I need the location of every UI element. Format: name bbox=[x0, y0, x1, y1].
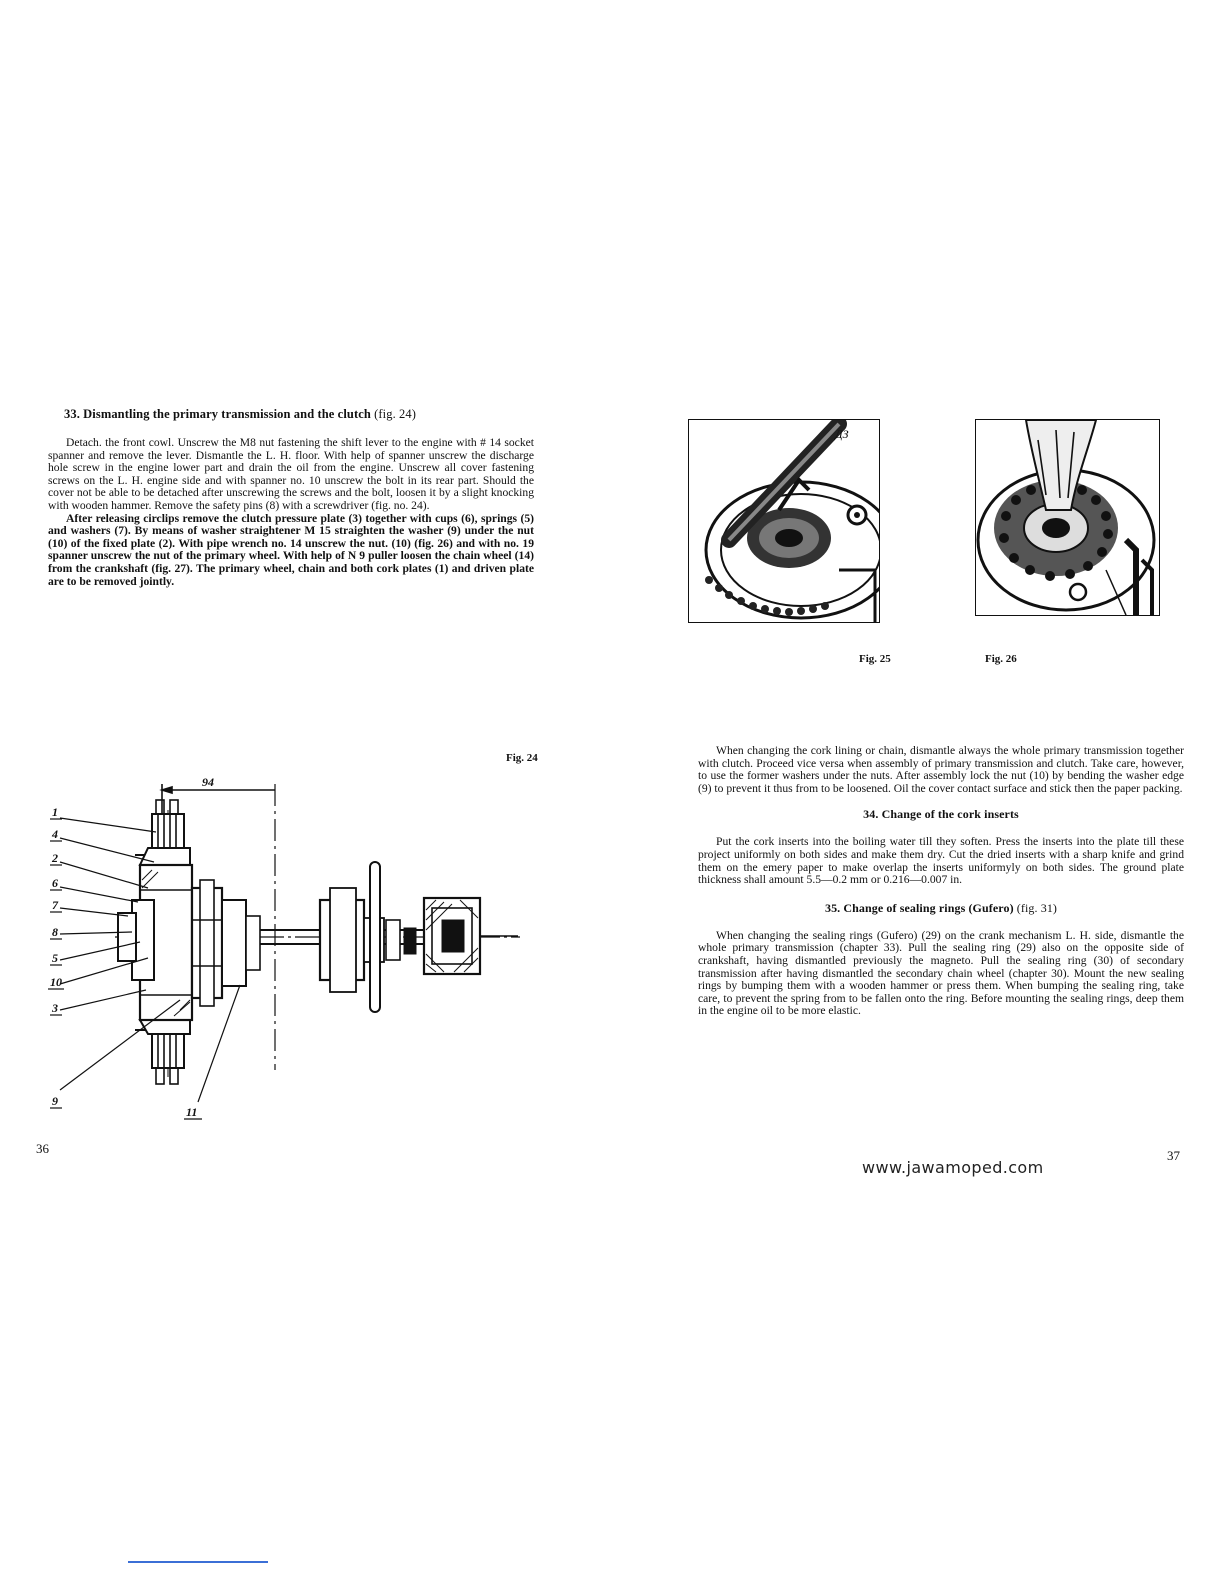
callout-6: 6 bbox=[52, 876, 58, 890]
figure-24-label: Fig. 24 bbox=[506, 752, 538, 764]
section-34-paragraph: Put the cork inserts into the boiling water till they soften. Press the inserts into the plate till these project uniformly on both sides and make them dry. Cut the dried inserts with a sharp knife and grind them on the emery paper to make overlap the inserts uniformyly on both sides. The ground plate thickness shall amount 5.5—0.2 mm or 0.216—0.007 in. bbox=[698, 835, 1184, 887]
photo-1-mark: ДЗ bbox=[835, 427, 849, 441]
section-33-paragraph-2: After releasing circlips remove the clutch pressure plate (3) together with cups (6), springs (5) and washers (7). By means of washer straightener M 15 straighten the washer (9) under the nut (10) of the fixed plate (2). With pipe wrench no. 14 unscrew the nut. (10) (fig. 26) and with no. 19 spanner unscrew the nut of the primary wheel. With help of N 9 puller loosen the chain wheel (14) from the crankshaft (fig. 27). The primary wheel, chain and both cork plates (1) and driven plate are to be removed jointly. bbox=[48, 511, 534, 588]
callout-1: 1 bbox=[52, 805, 58, 819]
dimension-value: 94 bbox=[202, 775, 214, 789]
clutch-hand-photo-icon bbox=[976, 420, 1159, 615]
clutch-plates-top bbox=[152, 814, 184, 848]
figure-26-photo bbox=[975, 419, 1160, 616]
figure-25-photo bbox=[688, 419, 880, 623]
section-35-title: 35. Change of sealing rings (Gufero) bbox=[824, 900, 1014, 915]
footer-url[interactable]: www.jawamoped.com bbox=[862, 1158, 1044, 1177]
figure-24-diagram bbox=[40, 770, 540, 1140]
connecting-rod bbox=[370, 862, 380, 1012]
clutch-nut bbox=[118, 913, 136, 961]
figure-25-label: Fig. 25 bbox=[859, 653, 891, 665]
callout-7: 7 bbox=[52, 898, 58, 912]
section-34-heading: 34. Change of the cork inserts bbox=[863, 807, 1019, 822]
section-35-ref: (fig. 31) bbox=[1016, 900, 1058, 915]
section-33-heading bbox=[64, 407, 416, 422]
page-number-right: 37 bbox=[1167, 1148, 1180, 1163]
callout-5: 5 bbox=[52, 951, 58, 965]
callout-10: 10 bbox=[50, 975, 62, 989]
section-33-body bbox=[48, 437, 534, 588]
right-page-body bbox=[698, 745, 1184, 1018]
callout-4: 4 bbox=[52, 827, 58, 841]
bottom-rule bbox=[128, 1561, 268, 1563]
section-33-paragraph-1: Detach. the front cowl. Unscrew the M8 nut fastening the shift lever to the engine with # 14 socket spanner and remove the lever. Dismantle the L. H. floor. With help of spanner unscrew the discharge hole screw in the engine lower part and drain the oil from the engine. Unscrew all cover fastening screws on the L. H. engine side and with spanner no. 10 unscrew the bolt in its rear part. Should the cover not be able to be detached after unscrewing the screws and the bolt, loosen it by a slight knocking with wooden hammer. Remove the safety pins (8) with a screwdriver (fig. no. 24). bbox=[48, 436, 534, 512]
dimension-arrow bbox=[162, 787, 172, 793]
section-33-title: 33. Dismantling the primary transmission and the clutch bbox=[64, 407, 371, 421]
callout-8: 8 bbox=[52, 925, 58, 939]
primary-wheel bbox=[222, 900, 246, 986]
callout-3: 3 bbox=[52, 1001, 58, 1015]
section-35-paragraph: When changing the sealing rings (Gufero) (29) on the crank mechanism L. H. side, dismantle the whole primary transmission (chapter 33). Pull the sealing ring (29) also on the opposite side of crankshaft, having dismantled previously the magneto. Pull the sealing ring (30) of secondary transmission after having dismantled the secondary chain wheel (chapter 30). Mount the new sealing rings by bumping them with a wooden hammer or press them. When bumping the sealing ring, take care, to prevent the spring from to be fallen onto the ring. Before mounting the sealing rings, deep them in the engine oil to be more elastic. bbox=[698, 928, 1184, 1018]
assembly-paragraph: When changing the cork lining or chain, dismantle always the whole primary transmission together with clutch. Proceed vice versa when assembly of primary transmission and clutch. Take care, however, to use the former washers under the nuts. After assembly lock the nut (10) by bending the washer edge (9) to prevent it thus from to be loosened. Oil the cover contact surface and stick then the paper packing. bbox=[698, 744, 1184, 795]
callout-9: 9 bbox=[52, 1094, 58, 1108]
section-35-heading bbox=[698, 901, 1184, 916]
clutch-plates-bottom bbox=[152, 1034, 184, 1068]
callout-11: 11 bbox=[186, 1105, 198, 1119]
section-33-ref: (fig. 24) bbox=[374, 407, 417, 421]
chain-wrench-photo-icon bbox=[689, 420, 879, 622]
page-number-left: 36 bbox=[36, 1141, 49, 1156]
callout-2: 2 bbox=[52, 851, 58, 865]
figure-26-label: Fig. 26 bbox=[985, 653, 1017, 665]
